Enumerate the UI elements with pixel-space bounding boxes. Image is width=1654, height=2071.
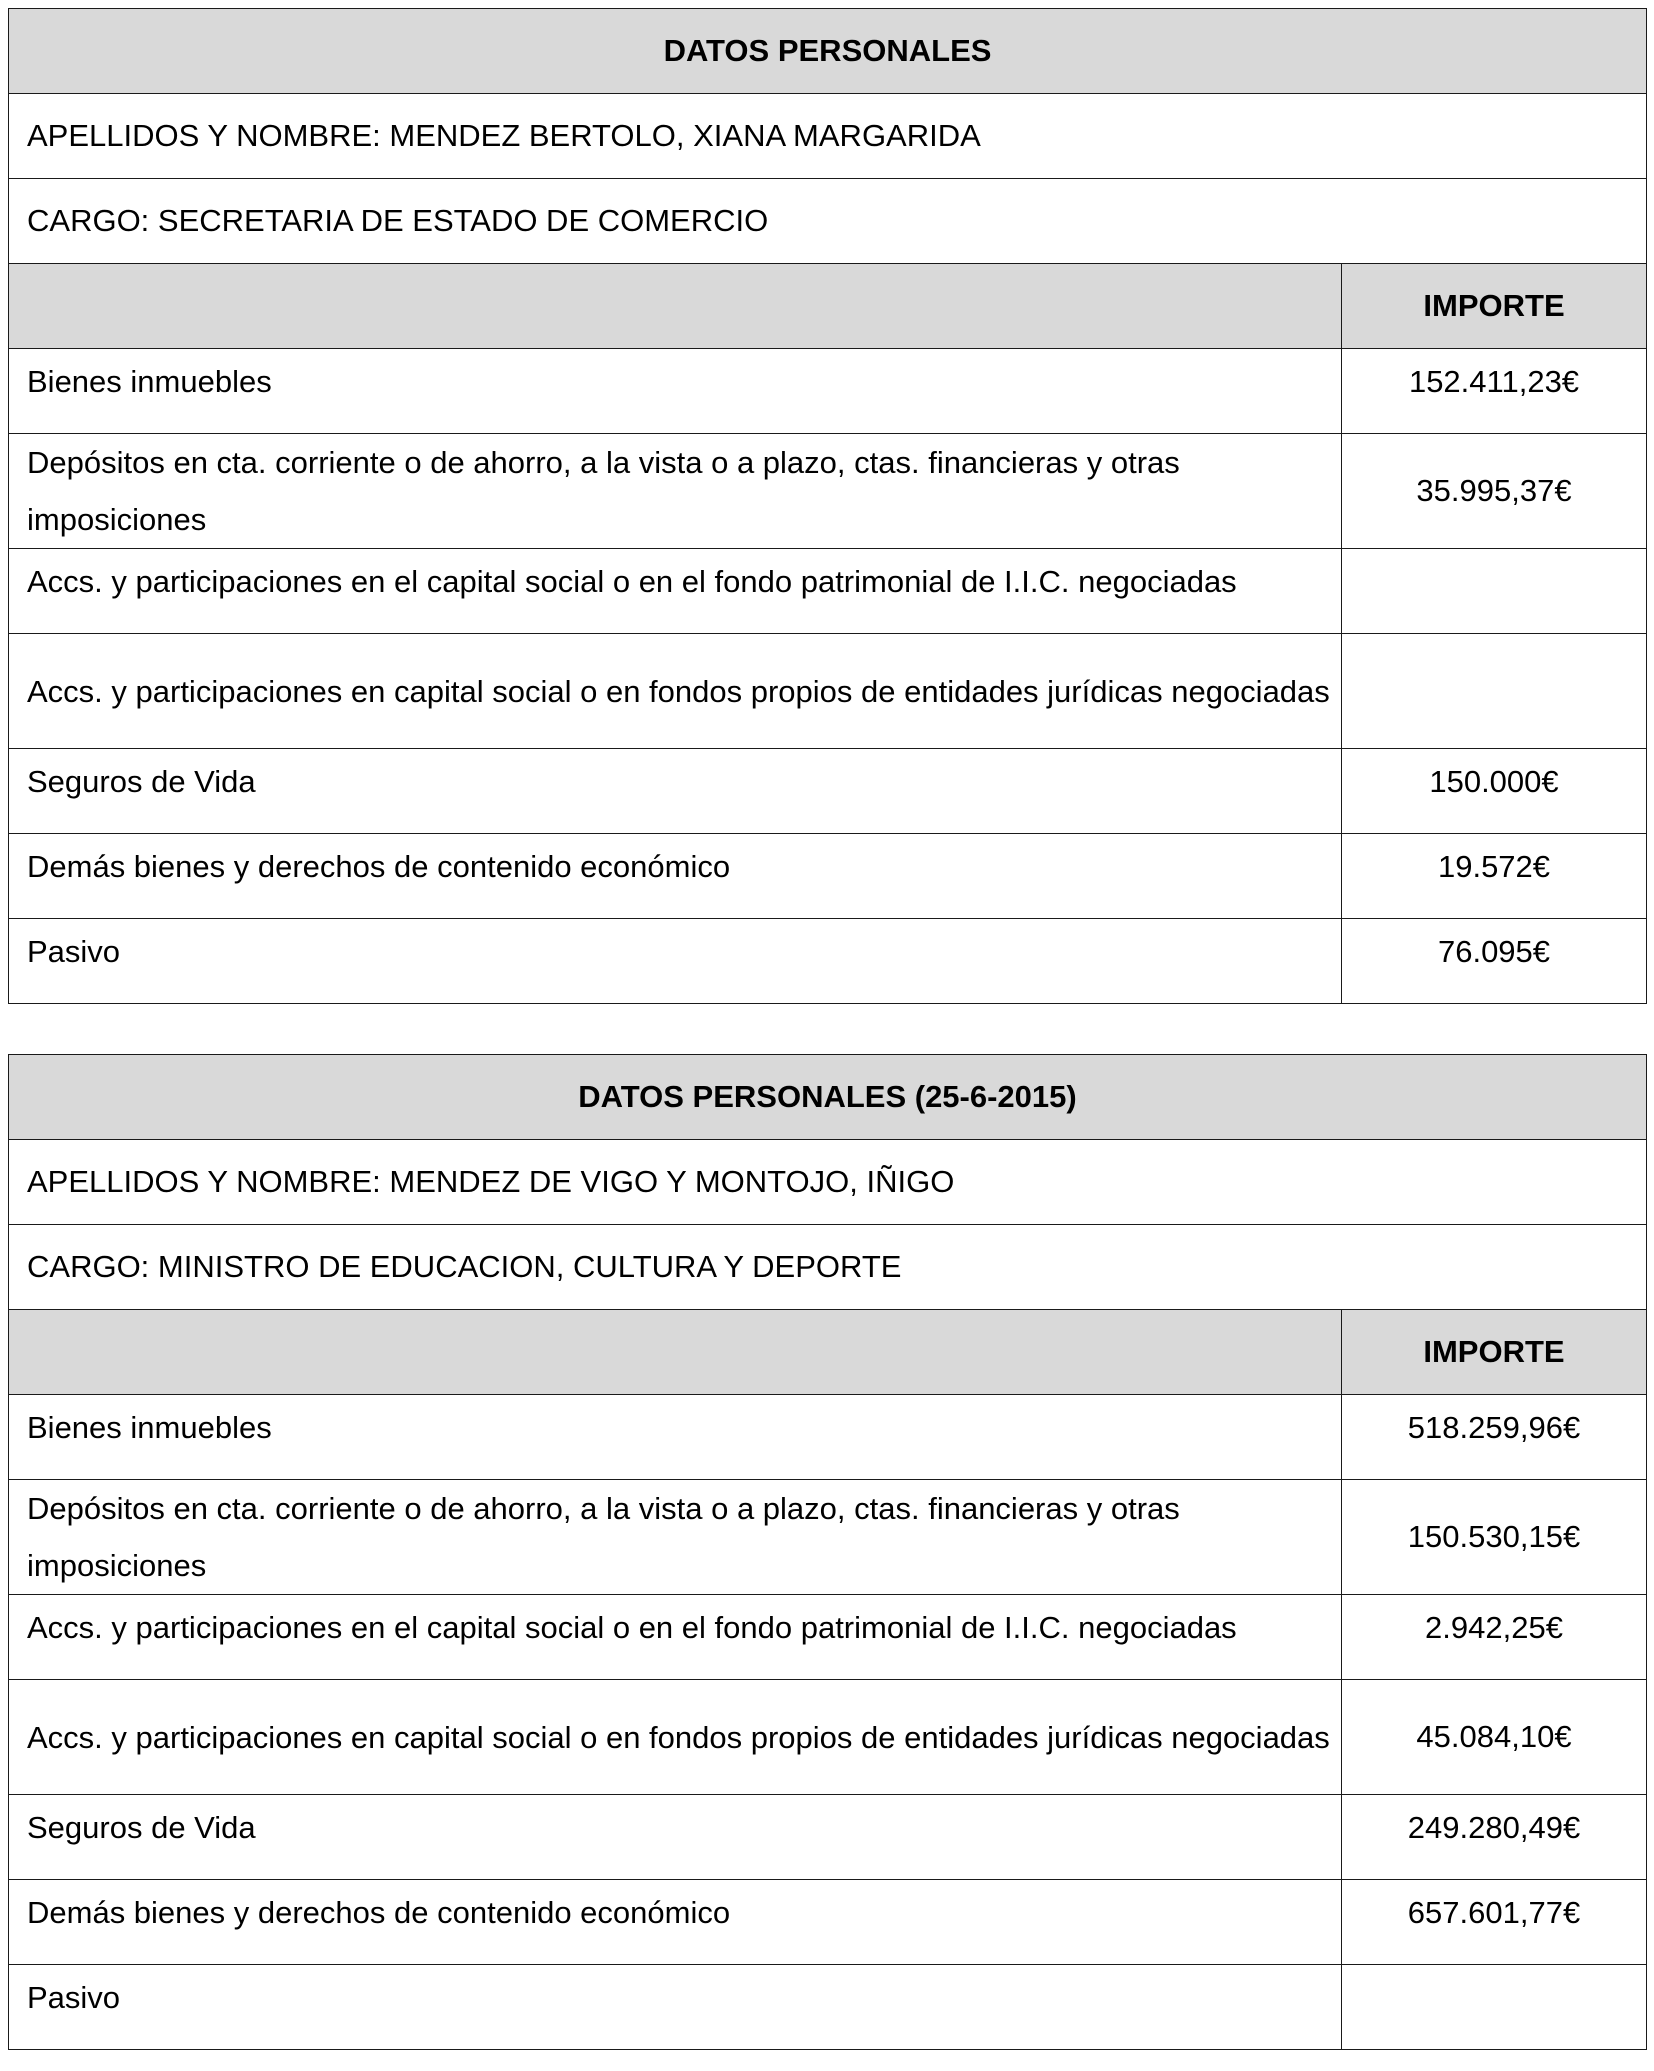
row-label: Pasivo — [9, 919, 1342, 1004]
row-amount: 249.280,49€ — [1342, 1795, 1647, 1880]
row-label: Depósitos en cta. corriente o de ahorro, a la vista o a plazo, ctas. financieras y otras imposiciones — [9, 1480, 1342, 1595]
table-row — [9, 1395, 1647, 1480]
row-label: Accs. y participaciones en capital social o en fondos propios de entidades jurídicas negociadas — [9, 634, 1342, 749]
table-title: DATOS PERSONALES — [9, 9, 1647, 94]
table-row — [9, 749, 1647, 834]
row-amount: 19.572€ — [1342, 834, 1647, 919]
row-label: Depósitos en cta. corriente o de ahorro, a la vista o a plazo, ctas. financieras y otras imposiciones — [9, 434, 1342, 549]
row-amount — [1342, 549, 1647, 634]
row-amount: 35.995,37€ — [1342, 434, 1647, 549]
table-row — [9, 1965, 1647, 2050]
row-label: Demás bienes y derechos de contenido económico — [9, 1880, 1342, 1965]
table-row — [9, 1880, 1647, 1965]
row-amount: 2.942,25€ — [1342, 1595, 1647, 1680]
position-field: CARGO: SECRETARIA DE ESTADO DE COMERCIO — [9, 179, 1647, 264]
row-amount: 518.259,96€ — [1342, 1395, 1647, 1480]
table-row — [9, 349, 1647, 434]
name-field: APELLIDOS Y NOMBRE: MENDEZ DE VIGO Y MONTOJO, IÑIGO — [9, 1140, 1647, 1225]
concept-header — [9, 264, 1342, 349]
row-amount: 150.530,15€ — [1342, 1480, 1647, 1595]
table-row — [9, 1680, 1647, 1795]
row-label: Accs. y participaciones en el capital social o en el fondo patrimonial de I.I.C. negociadas — [9, 1595, 1342, 1680]
importe-header: IMPORTE — [1342, 264, 1647, 349]
row-amount: 76.095€ — [1342, 919, 1647, 1004]
row-amount: 152.411,23€ — [1342, 349, 1647, 434]
row-label: Seguros de Vida — [9, 749, 1342, 834]
table-row — [9, 434, 1647, 549]
table-row — [9, 919, 1647, 1004]
table-row — [9, 549, 1647, 634]
row-label: Pasivo — [9, 1965, 1342, 2050]
row-label: Accs. y participaciones en capital social o en fondos propios de entidades jurídicas negociadas — [9, 1680, 1342, 1795]
table-row — [9, 834, 1647, 919]
table-row — [9, 1480, 1647, 1595]
row-amount — [1342, 1965, 1647, 2050]
table-row — [9, 634, 1647, 749]
name-field: APELLIDOS Y NOMBRE: MENDEZ BERTOLO, XIANA MARGARIDA — [9, 94, 1647, 179]
row-amount: 45.084,10€ — [1342, 1680, 1647, 1795]
row-amount — [1342, 634, 1647, 749]
row-label: Bienes inmuebles — [9, 1395, 1342, 1480]
table-row — [9, 1795, 1647, 1880]
importe-header: IMPORTE — [1342, 1310, 1647, 1395]
position-field: CARGO: MINISTRO DE EDUCACION, CULTURA Y DEPORTE — [9, 1225, 1647, 1310]
row-label: Seguros de Vida — [9, 1795, 1342, 1880]
row-label: Demás bienes y derechos de contenido económico — [9, 834, 1342, 919]
declaration-table-2 — [8, 1054, 1647, 2050]
row-amount: 150.000€ — [1342, 749, 1647, 834]
concept-header — [9, 1310, 1342, 1395]
declaration-table-1 — [8, 8, 1647, 1004]
row-amount: 657.601,77€ — [1342, 1880, 1647, 1965]
row-label: Accs. y participaciones en el capital social o en el fondo patrimonial de I.I.C. negociadas — [9, 549, 1342, 634]
table-row — [9, 1595, 1647, 1680]
table-title: DATOS PERSONALES (25-6-2015) — [9, 1055, 1647, 1140]
row-label: Bienes inmuebles — [9, 349, 1342, 434]
